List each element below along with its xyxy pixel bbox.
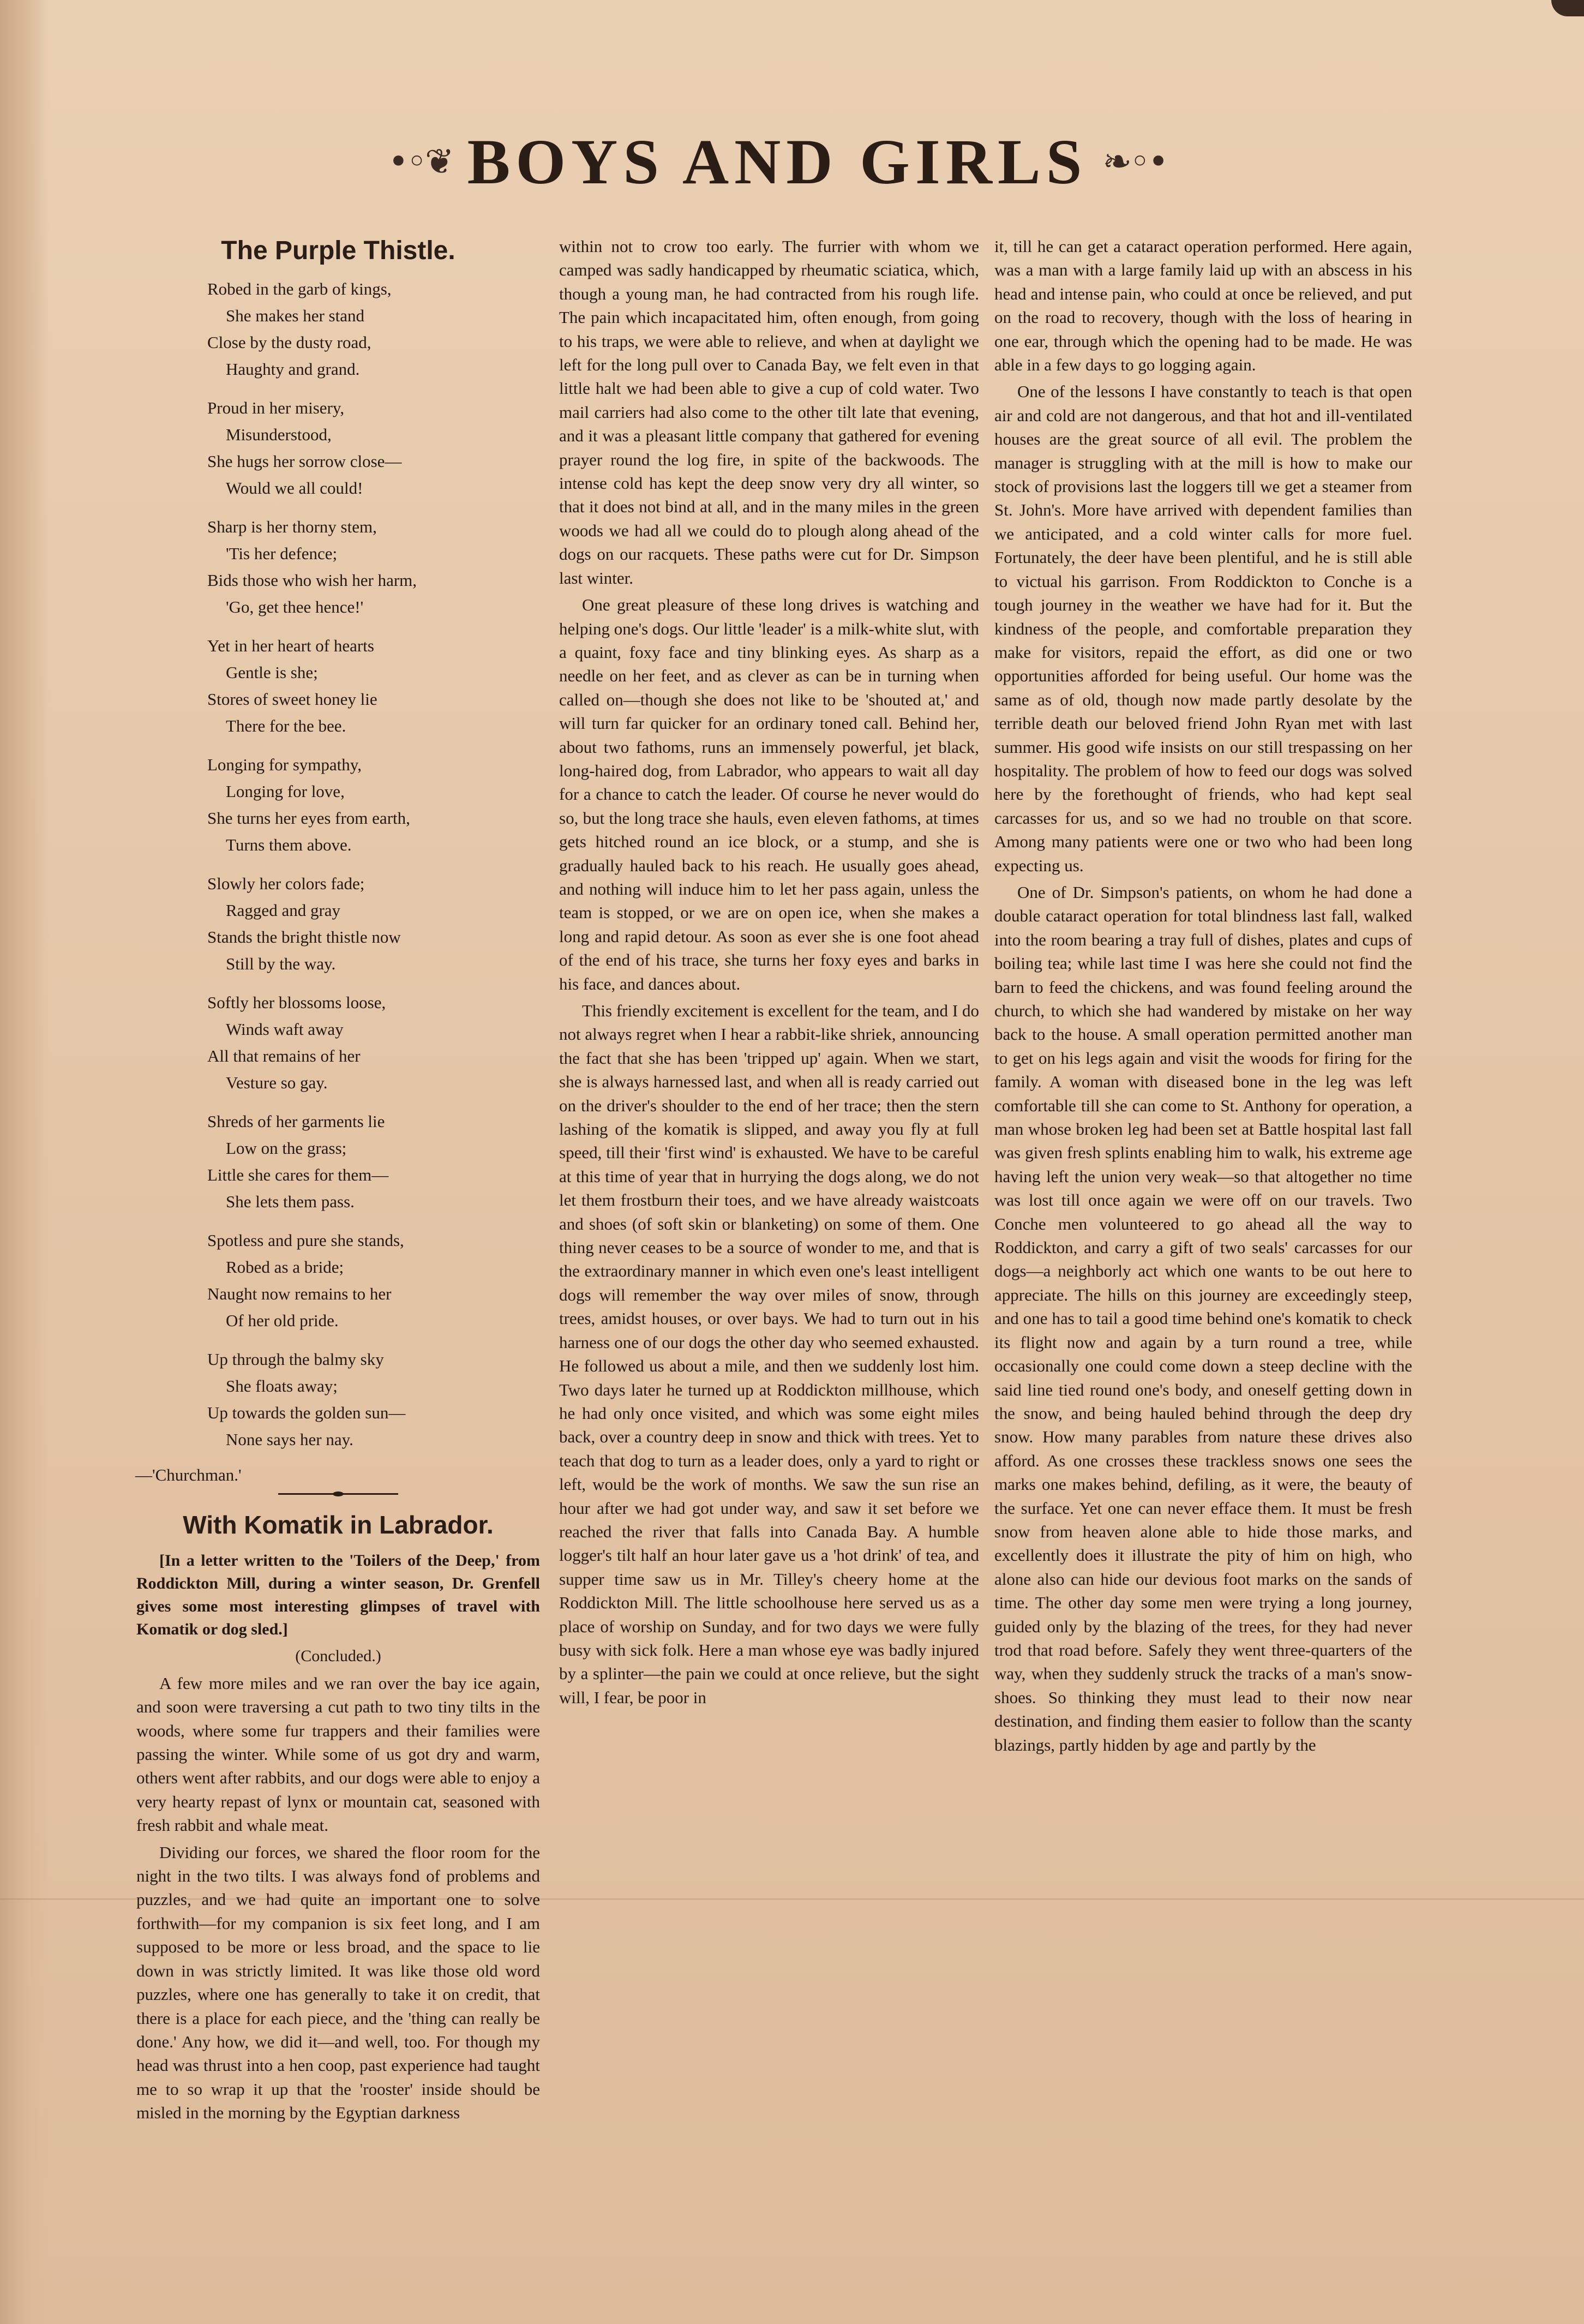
poem-stanza bbox=[184, 634, 540, 738]
article-title: With Komatik in Labrador. bbox=[183, 1511, 494, 1540]
article-paragraph: One of Dr. Simpson's patients, on whom he had done a double cataract operation for total blindness last fall, walked into the room bearing a tray full of dishes, plates and cups of boiling tea; while last time I was here she could not find the barn to feed the chickens, and was found feeling around the church, to which she had wandered by mistake on her way back to the house. A small operation permitted another man to get on his legs again and visit the woods for firing for the family. A woman with diseased bone in the leg was left comfortable till she can come to St. Anthony for operation, a man whose broken leg had been set at Battle hospital last fall was given fresh splints enabling him to walk, his extreme age having left the union very weak—so that altogether no time was lost till once again we were off on our travels. Two Conche men volunteered to go ahead all the way to Roddickton, and carry a gift of two seals' carcasses for our dogs—a neighborly act which one wants to be out here to appreciate. The hills on this journey are exceedingly steep, and one has to tail a good time behind one's komatik to check its flight now and again by a turn round a tree, while occasionally one could come down a steep decline with the said line tied round one's body, and oneself getting down in the snow, and being hauled behind through the deep dry snow. How many parables from nature these drives also afford. As one crosses these trackless snows one sees the marks one makes behind, defiling, as it were, the beauty of the surface. Yet one can never efface them. It must be fresh snow from heaven alone able to hide those marks, and excellently does it illustrate the pity of him on high, who alone also can hide our devious foot marks on the sands of time. The other day some men were trying a long journey, guided only by the blazing of the trees, for they had never trod that road before. Safely they went three-quarters of the way, when they suddenly struck the tracks of a man's snow-shoes. So thinking they must lead to their now near destination, and finding them easier to follow than the scanty blazings, partly hidden by age and partly by the bbox=[994, 882, 1412, 1754]
poem-stanza bbox=[184, 1347, 540, 1451]
poem-line: Spotless and pure she stands, bbox=[207, 1231, 404, 1250]
poem-line: She lets them pass. bbox=[226, 1192, 355, 1211]
poem-line: She turns her eyes from earth, bbox=[207, 808, 410, 828]
poem-line: Stores of sweet honey lie bbox=[207, 690, 377, 709]
ornament-left-icon: •◦❦ bbox=[388, 142, 452, 182]
poem-line: She floats away; bbox=[226, 1376, 338, 1395]
ornament-right-icon: ❧◦• bbox=[1102, 142, 1167, 182]
poem-line: Sharp is her thorny stem, bbox=[207, 517, 377, 536]
poem-stanza bbox=[184, 1110, 540, 1213]
poem-line: She makes her stand bbox=[226, 306, 364, 325]
poem-line: All that remains of her bbox=[207, 1046, 361, 1065]
column-1 bbox=[136, 235, 540, 2128]
poem-stanza bbox=[184, 991, 540, 1094]
poem-title: The Purple Thistle. bbox=[221, 236, 455, 265]
poem-stanza bbox=[184, 753, 540, 856]
article-paragraph: One great pleasure of these long drives is watching and helping one's dogs. Our little 'leader' is a milk-white slut, with a quaint, foxy face and tiny blinking eyes. As sharp as a needle on her feet, and as clever as can be in turning when called on—though she does not like to be 'shouted at,' and will turn far quicker for an ordinary toned call. Behind her, about two fathoms, runs an immensely powerful, jet black, long-haired dog, from Labrador, who appears to wait all day for a chance to catch the leader. Of course he never would do so, but the long trace she hauls, even eleven fathoms, at times gets hitched round an ice block, or a stump, and she is gradually hauled back to his reach. He usually goes ahead, and nothing will induce him to let her pass again, unless the team is stopped, or we are on open ice, when she makes a long and rapid detour. As soon as ever she is one foot ahead of the end of his trace, she turns her foxy eyes and barks in his face, and dances about. bbox=[559, 595, 979, 993]
column-3 bbox=[994, 235, 1412, 1760]
poem-line: Robed in the garb of kings, bbox=[207, 279, 392, 298]
article-paragraph: One of the lessons I have constantly to teach is that open air and cold are not dangerous, and that hot and ill-ventilated houses are the great source of all evil. The problem the manager is struggling with at the mill is how to make our stock of provisions last the loggers till we get a steamer from St. John's. More have arrived with dependent families than we anticipated, and a cold winter calls for more fuel. Fortunately, the deer have been plentiful, and he is still able to victual his garrison. From Roddickton to Conche is a tough journey in the weather we have had for it. But the kindness of the people, and comfortable preparation they make for visitors, repaid the effort, as did one or two opportunities afforded for being useful. Our home was the same as of old, though now made partly desolate by the terrible death our beloved friend John Ryan met with last summer. His good wife insists on our still trespassing on her hospitality. The problem of how to feed our dogs was solved here by the forethought of friends, who had kept seal carcasses for us, and so we had no trouble on that score. Among many patients were one or two who had been long expecting us. bbox=[994, 382, 1412, 875]
poem-line: Of her old pride. bbox=[226, 1311, 339, 1330]
poem-line: Softly her blossoms loose, bbox=[207, 993, 386, 1012]
poem-line: Winds waft away bbox=[226, 1020, 344, 1039]
poem-stanza bbox=[184, 1229, 540, 1332]
poem-line: Misunderstood, bbox=[226, 425, 332, 444]
poem-stanza bbox=[184, 515, 540, 619]
poem-line: Up through the balmy sky bbox=[207, 1350, 384, 1369]
poem-stanza bbox=[184, 277, 540, 381]
poem-line: Proud in her misery, bbox=[207, 398, 345, 417]
poem-body bbox=[136, 277, 540, 1451]
poem-line: Yet in her heart of hearts bbox=[207, 636, 374, 655]
poem-line: Longing for love, bbox=[226, 782, 345, 801]
poem-stanza bbox=[184, 872, 540, 975]
poem-line: Still by the way. bbox=[226, 954, 336, 973]
article-paragraph: This friendly excitement is excellent for the team, and I do not always regret when I hear a rabbit-like shriek, announcing the fact that she has been 'tripped up' again. When we start, she is always harnessed last, and when all is ready carried out on the driver's shoulder to the end of her trace; then the stern lashing of the komatik is slipped, and away you fly at full speed, till their 'first wind' is exhausted. We have to be careful at this time of year that in hurrying the dogs along, we do not let them frostburn their toes, and we have already waistcoats and shoes (of soft skin or blanketing) on some of them. One thing never ceases to be a source of wonder to me, and that is the extraordinary manner in which even one's least intelligent dogs will remember the way over miles of snow, through trees, amidst houses, or over bays. We had to turn out in his harness one of our dogs the other day who seemed exhausted. He followed us about a mile, and then we suddenly lost him. Two days later he turned up at Roddickton millhouse, which he had only once visited, and which was some eight miles back, over a country deep in snow and thick with trees. Yet to teach that dog to turn as a leader does, only a yard to right or left, would be the work of months. We saw the sun rise an hour after we had got under way, and saw it set before we reached the river that falls into Canada Bay. A humble logger's tilt half an hour later gave us a 'hot drink' of tea, and supper time saw us in Mr. Tilley's cheery home at the Roddickton Mill. The little schoolhouse here served us as a place of worship on Sunday, and for two days we were fully busy with sick folk. Here a man whose eye was badly injured by a splinter—the pain we could at once relieve, but the sight will, I fear, be poor in bbox=[559, 1001, 979, 1707]
poem-line: Little she cares for them— bbox=[207, 1165, 389, 1184]
poem-line: Low on the grass; bbox=[226, 1139, 347, 1158]
column-3-body bbox=[994, 235, 1412, 1757]
section-masthead bbox=[327, 127, 1227, 197]
poem-line: Haughty and grand. bbox=[226, 360, 360, 379]
poem-line: Up towards the golden sun— bbox=[207, 1403, 406, 1422]
poem-line: Vesture so gay. bbox=[226, 1073, 328, 1092]
poem-line: Stands the bright thistle now bbox=[207, 927, 401, 947]
corner-tear bbox=[1551, 0, 1584, 16]
poem-line: Close by the dusty road, bbox=[207, 333, 371, 352]
article-paragraph: within not to crow too early. The furrier with whom we camped was sadly handicapped by rheumatic sciatica, which, though a young man, he had contracted from his rough life. The pain which incapacitated him, often enough, from going to his traps, we were able to relieve, and when at daylight we left for the long pull over to Canada Bay, we felt even in that little halt we had been able to give a cup of cold water. Two mail carriers had also come to the other tilt late that evening, and it was a pleasant little company that gathered for evening prayer round the log fire, in spite of the backwoods. The intense cold has kept the deep snow very dry all winter, so that it does not bind at all, and in the many miles in the green woods we had all we could do to plough along ahead of the dogs on our racquets. These paths were cut for Dr. Simpson last winter. bbox=[559, 237, 979, 588]
article-paragraph: Dividing our forces, we shared the floor room for the night in the two tilts. I was always fond of problems and puzzles, and we had quite an important one to solve forthwith—for my companion is six feet long, and I am supposed to be more or less broad, and the space to lie down in was strictly limited. It was like those old word puzzles, where one has generally to take it on credit, that there is a place for each piece, and the 'thing can really be done.' Any how, we did it—and well, too. For though my head was thrust into a hen coop, past experience had taught me to so wrap it up that the 'rooster' inside should be misled in the morning by the Egyptian darkness bbox=[136, 1842, 540, 2123]
poem-line: Turns them above. bbox=[226, 835, 352, 854]
poem-line: Bids those who wish her harm, bbox=[207, 571, 417, 590]
poem-line: Would we all could! bbox=[226, 478, 363, 498]
poem-stanza bbox=[184, 396, 540, 500]
poem-line: Robed as a bride; bbox=[226, 1257, 344, 1277]
section-divider bbox=[278, 1493, 398, 1495]
page-edge-shadow bbox=[0, 0, 49, 2324]
poem-line: 'Tis her defence; bbox=[226, 544, 338, 563]
article-intro: [In a letter written to the 'Toilers of the Deep,' from Roddickton Mill, during a winter season, Dr. Grenfell gives some most interesting glimpses of travel with Komatik or dog sled.] bbox=[136, 1552, 540, 1639]
poem-line: 'Go, get thee hence!' bbox=[226, 597, 364, 616]
poem-line: Longing for sympathy, bbox=[207, 755, 362, 774]
poem-line: Naught now remains to her bbox=[207, 1284, 392, 1303]
column-1-body bbox=[136, 1672, 540, 2125]
article-paragraph: it, till he can get a cataract operation performed. Here again, was a man with a large family laid up with an abscess in his head and intense pain, who could at once be relieved, and put on the road to recovery, though with the loss of hearing in one ear, through which the opening had to be made. He was able in a few days to go logging again. bbox=[994, 237, 1412, 375]
poem-line: Slowly her colors fade; bbox=[207, 874, 365, 893]
poem-line: Gentle is she; bbox=[226, 663, 318, 682]
section-title: BOYS AND GIRLS bbox=[467, 126, 1088, 197]
poem-line: She hugs her sorrow close— bbox=[207, 452, 402, 471]
concluded-note: (Concluded.) bbox=[295, 1647, 381, 1666]
poem-attribution: —'Churchman.' bbox=[135, 1465, 242, 1484]
poem-line: There for the bee. bbox=[226, 716, 346, 735]
poem-line: None says her nay. bbox=[226, 1430, 353, 1449]
column-2 bbox=[559, 235, 979, 1712]
poem-line: Shreds of her garments lie bbox=[207, 1112, 385, 1131]
column-2-body bbox=[559, 235, 979, 1709]
poem-line: Ragged and gray bbox=[226, 901, 341, 920]
article-paragraph: A few more miles and we ran over the bay ice again, and soon were traversing a cut path to two tiny tilts in the woods, where some fur trappers and their families were passing the winter. While some of us got dry and warm, others went after rabbits, and our dogs were able to enjoy a very hearty repast of lynx or mountain cat, seasoned with fresh rabbit and whale meat. bbox=[136, 1673, 540, 1835]
